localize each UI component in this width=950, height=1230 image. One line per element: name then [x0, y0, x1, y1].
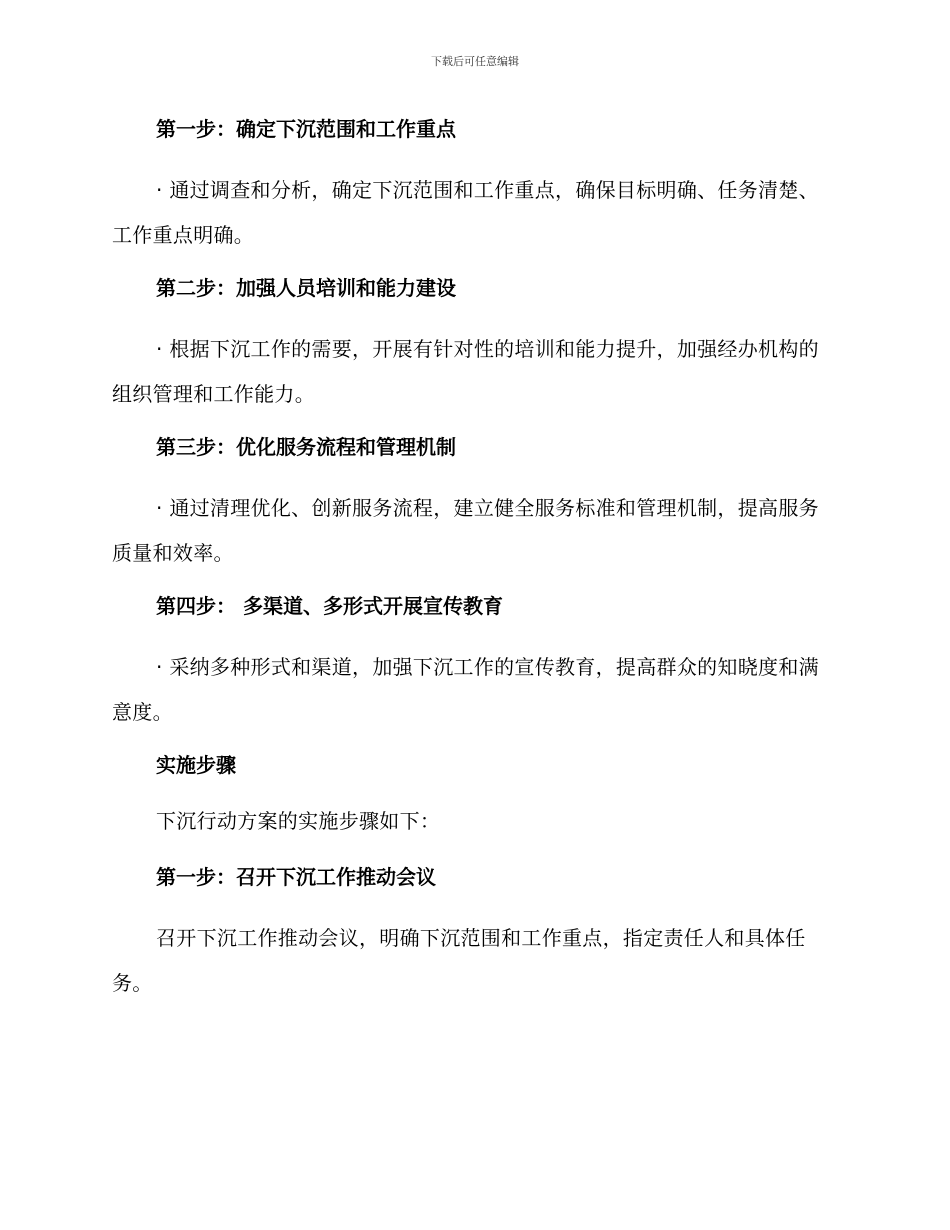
- section-paragraph-implementation-intro: 下沉行动方案的实施步骤如下：: [156, 809, 441, 833]
- section-paragraph-step4: · 采纳多种形式和渠道，加强下沉工作的宣传教育，提高群众的知晓度和满意度。: [112, 655, 819, 724]
- section-paragraph-step2: · 根据下沉工作的需要，开展有针对性的培训和能力提升，加强经办机构的组织管理和工作能力。: [112, 337, 819, 406]
- document-body: [112, 112, 832, 1019]
- section-paragraph-step3: · 通过清理优化、创新服务流程，建立健全服务标准和管理机制，提高服务质量和效率。: [112, 496, 819, 565]
- section-heading-step3: 第三步：优化服务流程和管理机制: [156, 435, 456, 459]
- header-note: 下载后可任意编辑: [431, 55, 519, 68]
- section-heading-step1: 第一步：确定下沉范围和工作重点: [156, 117, 456, 141]
- section-paragraph-impl-step1: 召开下沉工作推动会议，明确下沉范围和工作重点，指定责任人和具体任务。: [112, 926, 806, 995]
- section-heading-step4: 第四步： 多渠道、多形式开展宣传教育: [156, 594, 503, 618]
- section-heading-implementation: 实施步骤: [156, 753, 236, 777]
- section-heading-impl-step1: 第一步：召开下沉工作推动会议: [156, 865, 436, 889]
- section-paragraph-step1: · 通过调查和分析，确定下沉范围和工作重点，确保目标明确、任务清楚、工作重点明确。: [112, 178, 819, 247]
- section-heading-step2: 第二步：加强人员培训和能力建设: [156, 276, 456, 300]
